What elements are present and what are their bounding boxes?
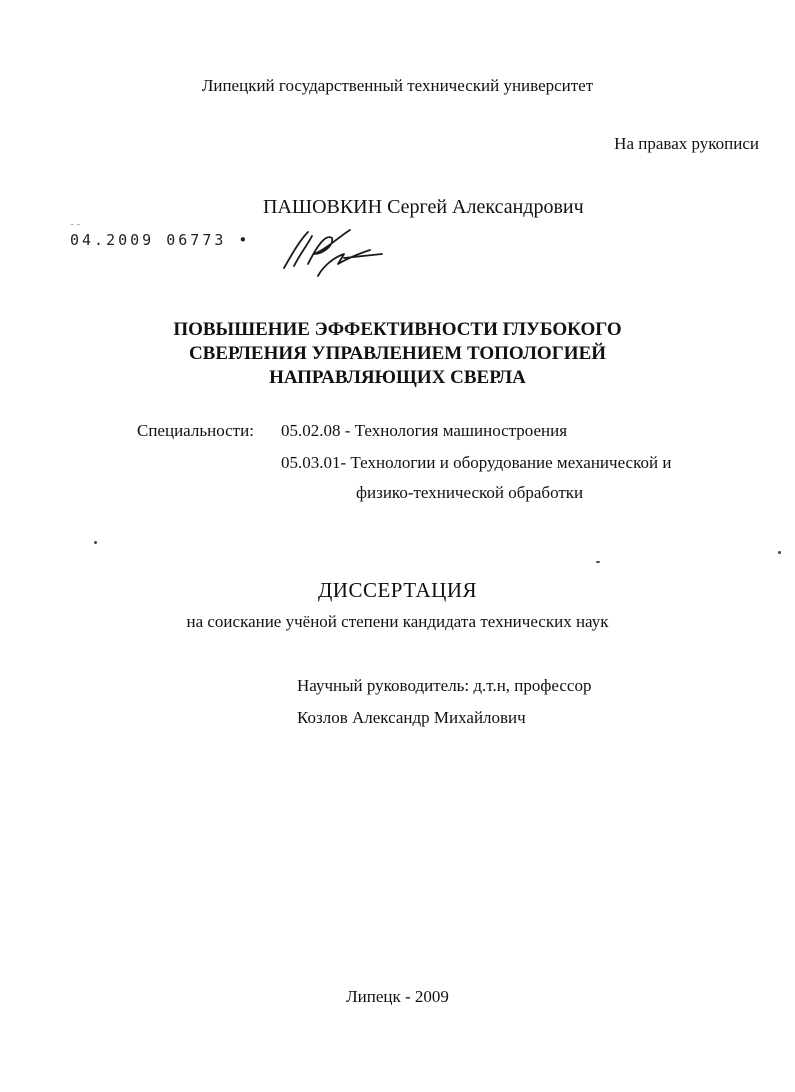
specialty-item-continuation: физико-технической обработки <box>356 483 584 502</box>
specialty-item: 05.02.08 - Технология машиностроения <box>281 421 568 440</box>
city-year: Липецк - 2009 <box>346 987 449 1006</box>
scan-speck <box>596 561 600 563</box>
supervisor-title: Научный руководитель: д.т.н, профессор <box>297 676 592 695</box>
dissertation-title <box>0 318 795 390</box>
manuscript-note: На правах рукописи <box>614 134 759 153</box>
title-line: НАПРАВЛЯЮЩИХ СВЕРЛА <box>269 367 526 388</box>
author-name: ПАШОВКИН Сергей Александрович <box>263 196 584 218</box>
stamp-number-text: 04.2009 06773 <box>70 231 227 249</box>
specialty-item: 05.03.01- Технологии и оборудование механической и <box>281 453 672 472</box>
stamp-mark: ⁻ ⁻ <box>70 222 81 231</box>
signature-image <box>278 224 388 282</box>
title-line: СВЕРЛЕНИЯ УПРАВЛЕНИЕМ ТОПОЛОГИЕЙ <box>188 343 607 364</box>
document-type: ДИССЕРТАЦИЯ <box>317 578 478 602</box>
scan-speck <box>94 541 97 544</box>
scan-speck <box>778 551 781 554</box>
specialties-label: Специальности: <box>137 421 254 440</box>
library-stamp-number <box>70 231 250 249</box>
degree-line: на соискание учёной степени кандидата технических наук <box>186 612 609 631</box>
university-name: Липецкий государственный технический университет <box>201 76 594 95</box>
title-line: ПОВЫШЕНИЕ ЭФФЕКТИВНОСТИ ГЛУБОКОГО <box>173 319 622 340</box>
supervisor-name: Козлов Александр Михайлович <box>297 708 526 727</box>
stamp-dot: • <box>226 231 251 249</box>
